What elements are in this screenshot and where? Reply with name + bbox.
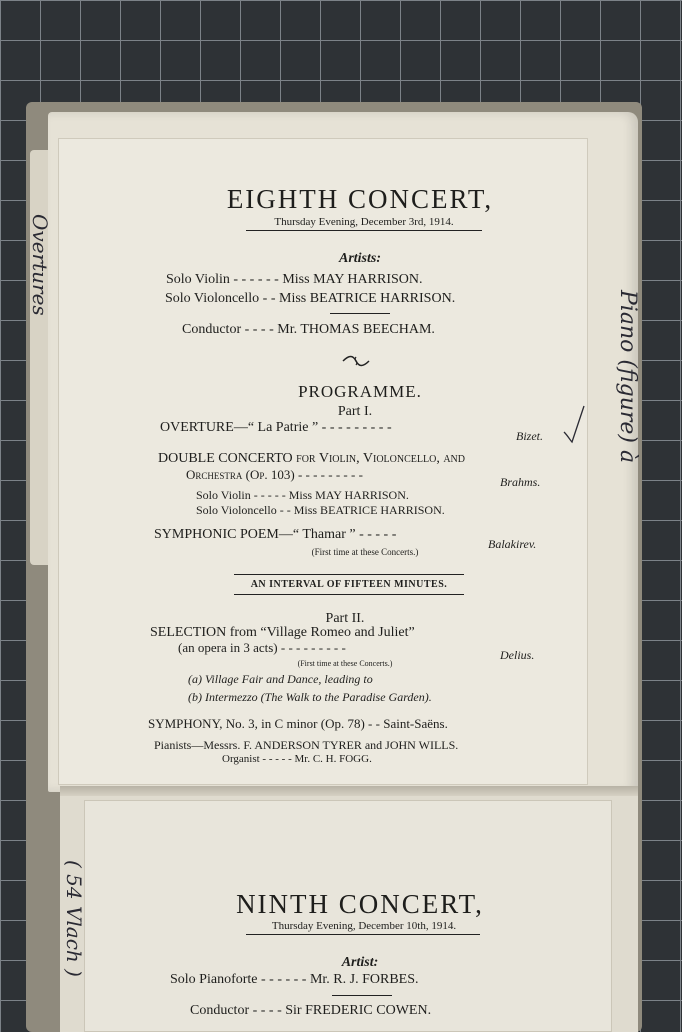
selection-line-2: (an opera in 3 acts) - - - - - - - - - bbox=[178, 640, 346, 655]
selection-part-a: (a) Village Fair and Dance, leading to bbox=[188, 672, 373, 686]
handwritten-left-note-bottom: ( 54 Vlach ) bbox=[62, 860, 86, 977]
concert-title: EIGHTH CONCERT, bbox=[226, 184, 494, 214]
overture-line: OVERTURE—“ La Patrie ” - - - - - - - - - bbox=[160, 420, 392, 435]
first-time-note: (First time at these Concerts.) bbox=[311, 547, 419, 557]
part-two-heading: Part II. bbox=[325, 611, 365, 626]
programme-heading: PROGRAMME. bbox=[298, 382, 422, 401]
selection-composer: Delius. bbox=[500, 648, 535, 662]
fleuron-ornament bbox=[341, 354, 371, 368]
conductor-line: Conductor - - - - Mr. THOMAS BEECHAM. bbox=[182, 322, 435, 337]
part-one-heading: Part I. bbox=[337, 404, 373, 419]
concerto-cello: Solo Violoncello - - Miss BEATRICE HARRISON. bbox=[196, 503, 445, 517]
interval-top-rule bbox=[234, 574, 464, 575]
symphonic-poem-composer: Balakirev. bbox=[488, 537, 537, 551]
artists-rule bbox=[330, 313, 390, 314]
interval-notice: AN INTERVAL OF FIFTEEN MINUTES. bbox=[250, 579, 448, 590]
solo-cello-line: Solo Violoncello - - Miss BEATRICE HARRISON. bbox=[165, 291, 456, 306]
selection-first-time-note: (First time at these Concerts.) bbox=[297, 659, 393, 668]
interval-bottom-rule bbox=[234, 594, 464, 595]
handwritten-tick-mark bbox=[562, 404, 586, 444]
artists-heading: Artists: bbox=[338, 251, 381, 266]
pianists-line: Pianists—Messrs. F. ANDERSON TYRER and JOHN WILLS. bbox=[154, 738, 459, 752]
handwritten-left-note-top: Overtures bbox=[28, 214, 52, 316]
concerto-violin: Solo Violin - - - - - Miss MAY HARRISON. bbox=[196, 488, 409, 502]
concert-date: Thursday Evening, December 3rd, 1914. bbox=[274, 216, 454, 228]
next-conductor-line: Conductor - - - - Sir FREDERIC COWEN. bbox=[190, 1003, 432, 1018]
overture-composer: Bizet. bbox=[516, 429, 543, 443]
next-date-underline bbox=[246, 934, 480, 935]
selection-part-b: (b) Intermezzo (The Walk to the Paradise Garden). bbox=[188, 690, 432, 704]
next-artist-rule bbox=[332, 995, 392, 996]
concerto-line-2: Orchestra (Op. 103) - - - - - - - - - bbox=[186, 467, 363, 482]
date-underline bbox=[246, 230, 482, 231]
solo-violin-line: Solo Violin - - - - - - Miss MAY HARRISON. bbox=[166, 272, 423, 287]
symphonic-poem-line: SYMPHONIC POEM—“ Thamar ” - - - - - bbox=[154, 527, 397, 542]
next-pianoforte-line: Solo Pianoforte - - - - - - Mr. R. J. FORBES. bbox=[170, 972, 419, 987]
next-concert-date: Thursday Evening, December 10th, 1914. bbox=[271, 920, 457, 932]
concerto-composer: Brahms. bbox=[500, 475, 541, 489]
organist-line: Organist - - - - - Mr. C. H. FOGG. bbox=[222, 753, 372, 765]
selection-line-1: SELECTION from “Village Romeo and Juliet” bbox=[150, 625, 415, 640]
concerto-line-1: DOUBLE CONCERTO for Violin, Violoncello, and bbox=[158, 451, 465, 466]
next-artist-heading: Artist: bbox=[341, 955, 379, 970]
handwritten-right-note: Piano (figure) à bbox=[615, 290, 640, 464]
page-fold bbox=[60, 786, 638, 796]
symphony-line: SYMPHONY, No. 3, in C minor (Op. 78) - - Saint-Saëns. bbox=[148, 716, 448, 731]
next-concert-title: NINTH CONCERT, bbox=[236, 889, 484, 919]
